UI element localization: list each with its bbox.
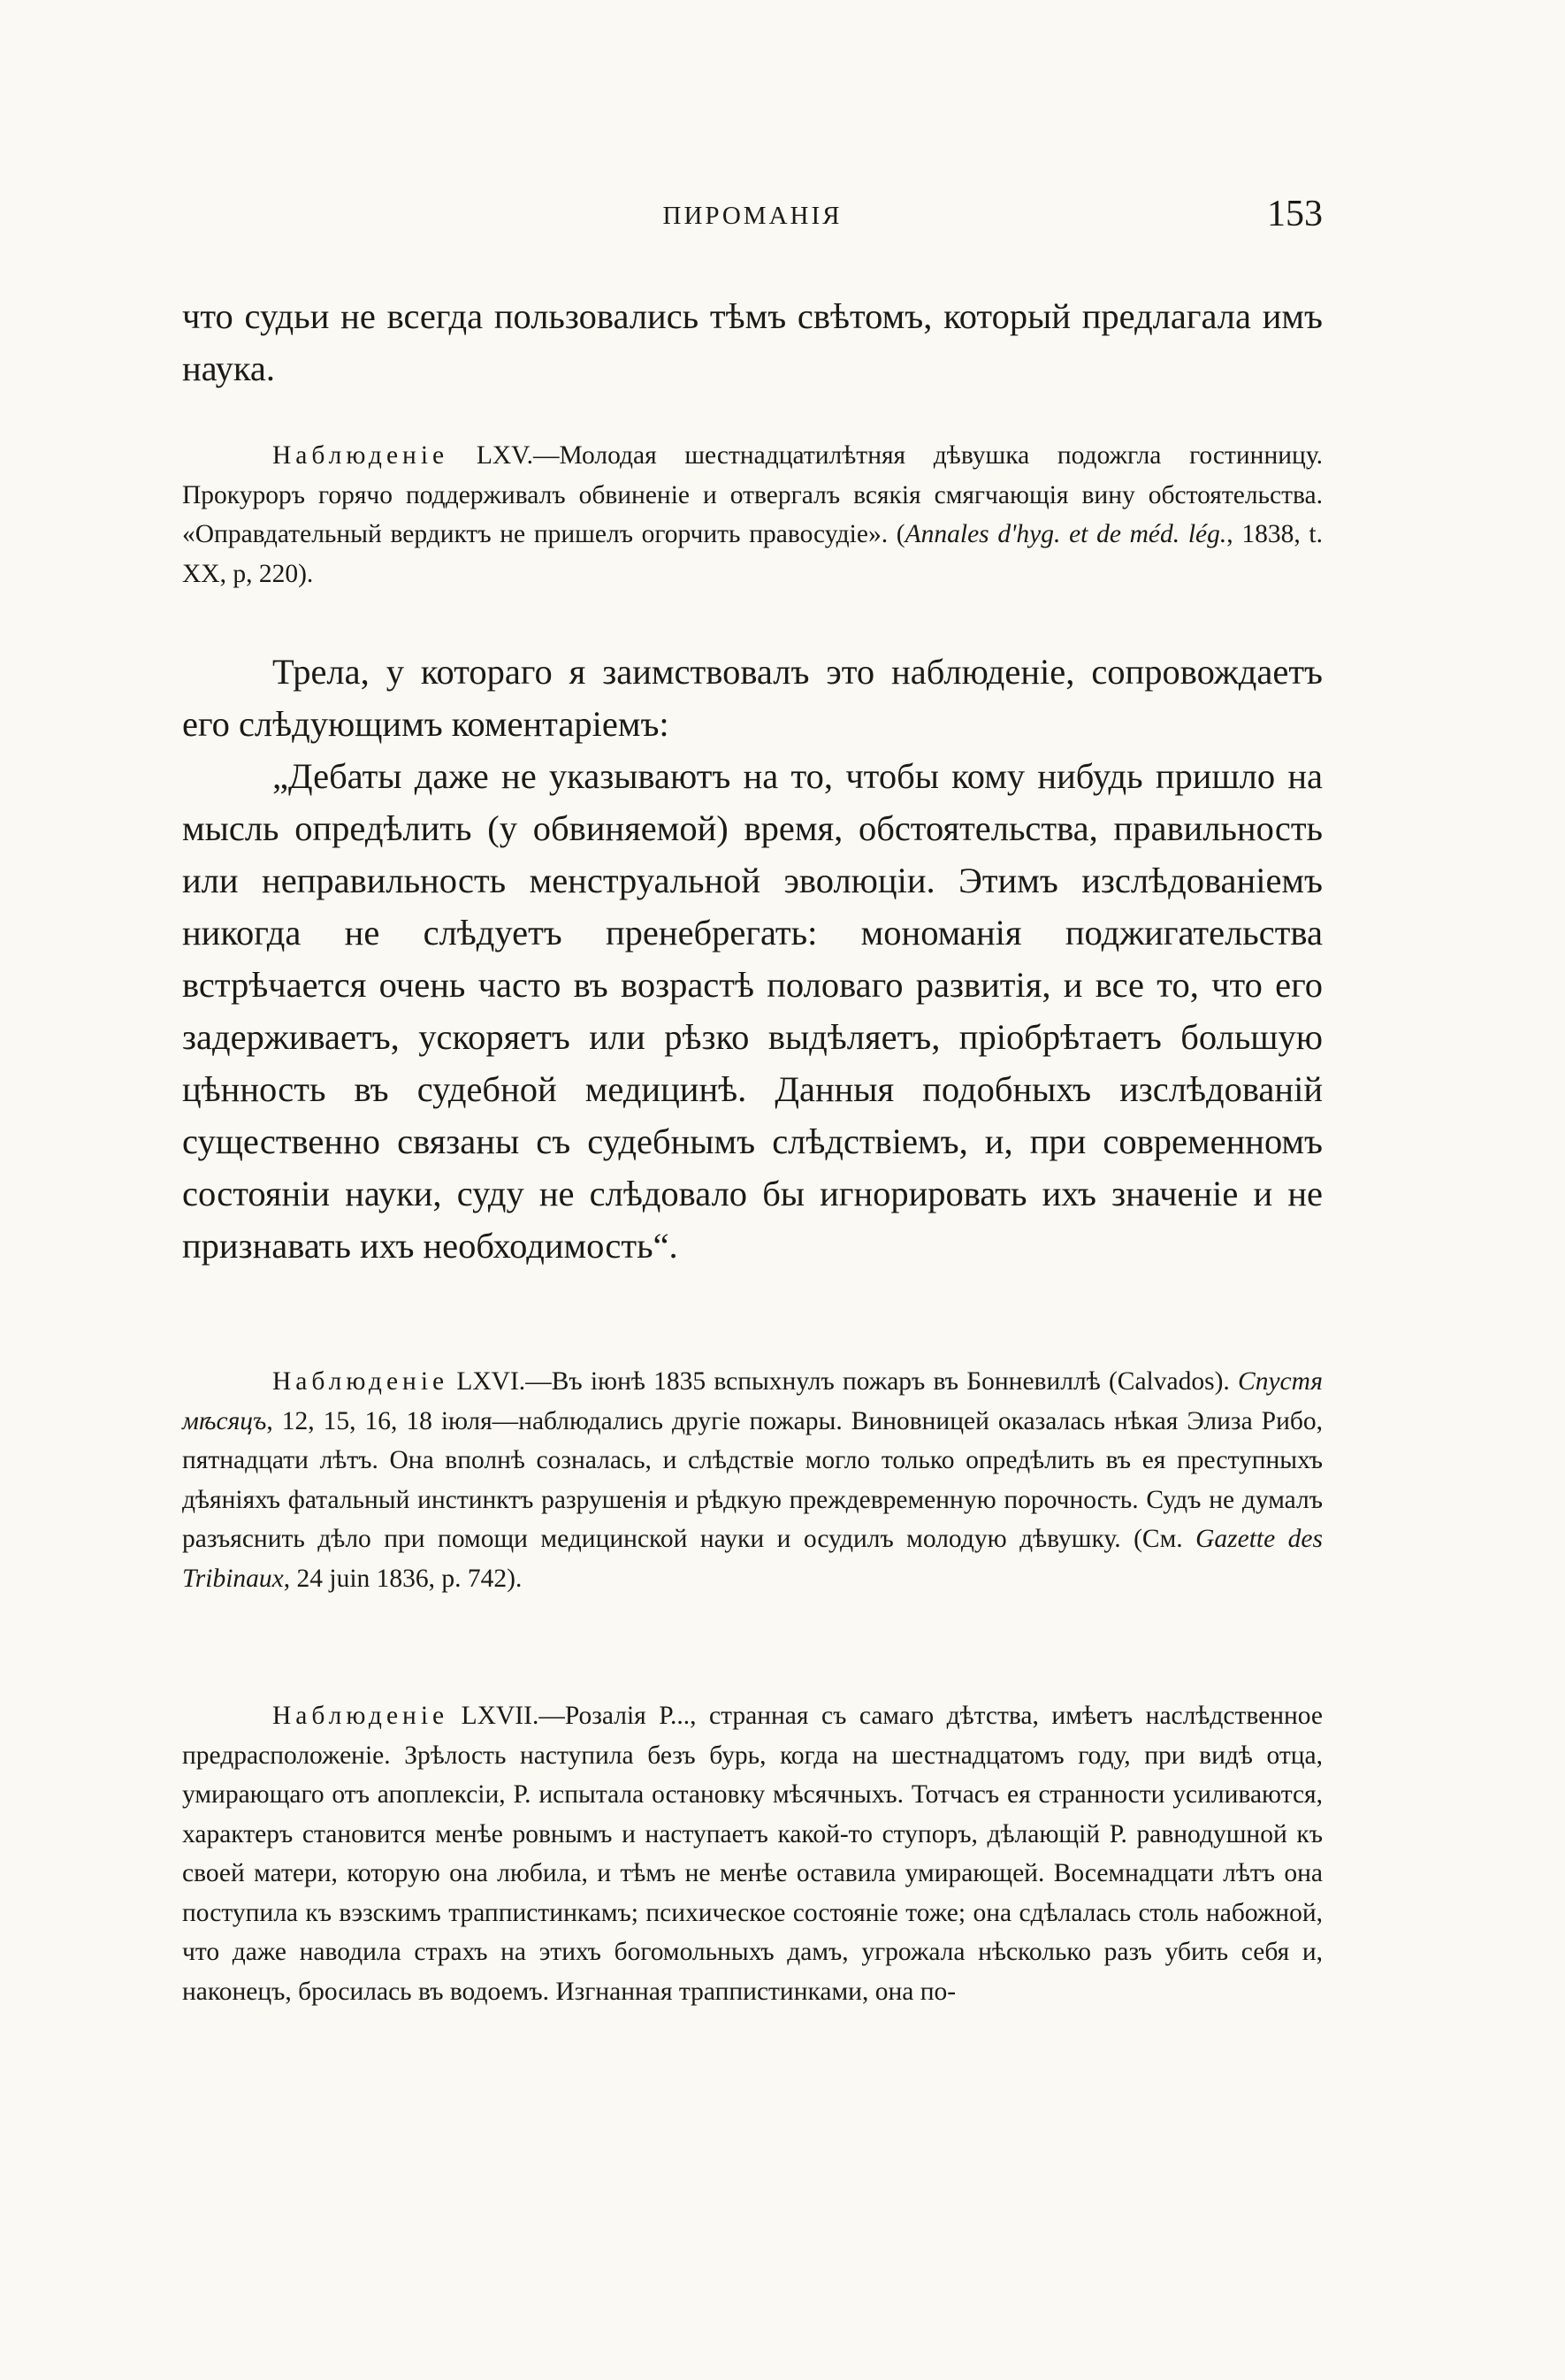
observation-label: Наблюденіе [272, 1702, 449, 1730]
observation-text: —Розалія Р..., странная съ самаго дѣтства, имѣетъ наслѣдственное предрасположеніе. Зрѣлость наступила безъ бурь, когда на шестнадцатомъ году, при видѣ отца, умирающаго отъ апоплексіи, Р. испытала остановку мѣсячныхъ. Тотчасъ ея странности усиливаются, характеръ становится менѣе ровнымъ и наступаетъ какой-то ступоръ, дѣлающій Р. равнодушной къ своей матери, которую она любила, и тѣмъ не менѣе оставила умирающей. Восемнадцати лѣтъ она поступила къ вэзскимъ траппистинкамъ; психическое состояніе тоже; она сдѣлалась столь набожной, что даже наводила страхъ на этихъ богомольныхъ дамъ, угрожала нѣсколько разъ убить себя и, наконецъ, бросилась въ водоемъ. Изгнанная траппистинками, она по- [182, 1702, 1324, 2006]
running-title: ПИРОМАНІЯ [662, 202, 843, 230]
observation-66 [182, 1362, 1323, 1598]
observation-number: LXVII. [461, 1702, 539, 1730]
intro-paragraph: что судьи не всегда пользовались тѣмъ свѣтомъ, который предлагала имъ наука. [182, 296, 1323, 388]
source-details: , 24 juin 1836, p. 742). [283, 1564, 523, 1593]
observation-label: Наблюденіе [272, 1367, 449, 1396]
observation-label: Наблюденіе [272, 441, 449, 470]
page-number: 153 [1267, 194, 1323, 234]
page-header [182, 193, 1323, 237]
observation-65 [182, 436, 1323, 593]
observation-text: —Молодая шестнадцатилѣтняя дѣвушка подожгла гостинницу. Прокуроръ горячо поддерживалъ обвиненіе и отвергалъ всякія смягчающія вину обстоятельства. «Оправдательный вердиктъ не пришелъ огорчить правосудіе». ( [182, 441, 1324, 548]
observation-text-continued: , 12, 15, 16, 18 іюля—наблюдались другіе пожары. Виновницей оказалась нѣкая Элиза Рибо, пятнадцати лѣтъ. Она вполнѣ созналась, и слѣдствіе могло только опредѣлить въ ея преступныхъ дѣяніяхъ фатальный инстинктъ разрушенія и рѣдкую преждевременную порочность. Судъ не думалъ разъяснить дѣло при помощи медицинской науки и осудилъ молодую дѣвушку. (См. [182, 1406, 1323, 1553]
observation-67 [182, 1696, 1323, 2011]
commentary-block [182, 646, 1323, 1272]
source-title: Gazette des Tribinaux [182, 1525, 1323, 1593]
quote-paragraph: „Дебаты даже не указываютъ на то, чтобы кому нибудь пришло на мысль опредѣлить (у обвиняемой) время, обстоятельства, правильность или неправильность менструальной эволюціи. Этимъ изслѣдованіемъ никогда не слѣдуетъ пренебрегать: мономанія поджигательства встрѣчается очень часто въ возрастѣ половаго развитія, и все то, что его задерживаетъ, ускоряетъ или рѣзко выдѣляетъ, пріобрѣтаетъ большую цѣнность въ судебной медицинѣ. Данныя подобныхъ изслѣдованій существенно связаны съ судебнымъ слѣдствіемъ, и, при современномъ состояніи науки, суду не слѣдовало бы игнорировать ихъ значеніе и не признавать ихъ необходимость“. [182, 756, 1323, 1266]
source-title: Annales d'hyg. et de méd. lég. [905, 520, 1227, 548]
observation-number: LXVI. [456, 1367, 526, 1396]
observation-number: LXV. [476, 441, 534, 470]
source-details: , 1838, t. XX, p, 220). [182, 520, 1323, 588]
italic-phrase: Спустя мѣсяцъ [182, 1367, 1324, 1435]
trela-paragraph: Трела, у котораго я заимствовалъ это наблюденіе, сопровождаетъ его слѣдующимъ коментаріемъ: [182, 652, 1323, 744]
observation-text: —Въ іюнѣ 1835 вспыхнулъ пожаръ въ Бонневиллѣ (Calvados). [525, 1367, 1239, 1396]
intro-paragraph-block [182, 290, 1323, 394]
